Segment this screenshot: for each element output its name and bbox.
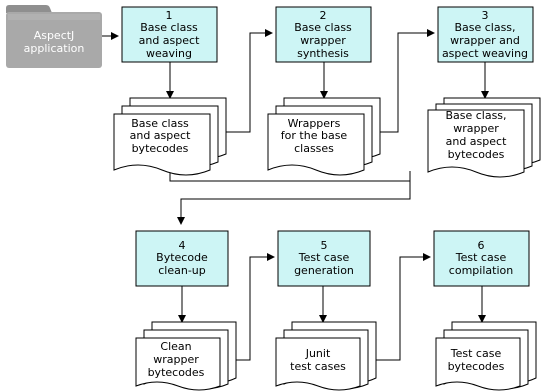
- step-2-box: [276, 7, 371, 62]
- folder-label-line: application: [23, 42, 85, 55]
- artifact-3-label-line: Base class,: [445, 109, 507, 122]
- artifact-1-label-line: Base class: [131, 117, 189, 130]
- arrow-artifact-5-to-step-6: [376, 257, 430, 360]
- artifact-4-doc-stack: [136, 322, 236, 390]
- artifact-2-label-line: Wrappers: [287, 117, 341, 130]
- step-2-label-line: synthesis: [297, 47, 349, 60]
- step-4-box: [136, 231, 228, 286]
- aspectj-application-folder: [6, 5, 102, 68]
- step-1-label-line: Base class: [140, 21, 198, 34]
- arrow-artifact-2-to-step-3: [380, 33, 434, 132]
- step-6-label-line: compilation: [448, 264, 514, 277]
- step-5-box: [278, 231, 370, 286]
- artifact-3-label-line: and aspect: [445, 135, 507, 148]
- step-6-box: [434, 231, 529, 286]
- artifact-4-label-line: Clean: [160, 340, 192, 353]
- artifact-2-doc-stack: [268, 98, 380, 175]
- artifact-6-doc-stack: [436, 322, 536, 390]
- step-3-number: 3: [481, 9, 489, 22]
- step-3-label-line: aspect weaving: [441, 47, 529, 60]
- step-1-number: 1: [165, 9, 173, 22]
- step-1-label-line: and aspect: [138, 34, 200, 47]
- artifact-5-label-line: test cases: [290, 360, 346, 373]
- step-5-number: 5: [320, 239, 328, 252]
- artifact-5-label-line: Junit: [305, 347, 331, 360]
- artifact-1-label-line: and aspect: [129, 129, 191, 142]
- artifact-5-doc-stack: [276, 322, 376, 390]
- arrow-artifact-1-to-step-2: [226, 33, 272, 132]
- artifact-2-label-line: for the base: [280, 129, 348, 142]
- arrow-artifact-4-to-step-5: [236, 257, 274, 360]
- artifact-2-label-line: classes: [294, 142, 334, 155]
- artifact-3-label-line: bytecodes: [447, 148, 505, 161]
- artifact-1-label-line: bytecodes: [131, 142, 189, 155]
- step-3-box: [438, 7, 533, 62]
- arrow-loop-to-step-4: [181, 181, 410, 224]
- step-1-box: [122, 7, 217, 62]
- artifact-4-label-line: wrapper: [153, 353, 199, 366]
- connectors: [102, 33, 485, 360]
- artifact-3-label-line: wrapper: [453, 122, 499, 135]
- step-3-label-line: Base class,: [454, 21, 516, 34]
- step-6-number: 6: [477, 239, 485, 252]
- step-2-number: 2: [319, 9, 327, 22]
- artifact-3-doc-stack: [428, 98, 540, 177]
- step-5-label-line: Test case: [298, 251, 350, 264]
- step-6-label-line: Test case: [455, 251, 507, 264]
- folder-label-line: AspectJ: [33, 29, 75, 42]
- artifact-1-doc-stack: [114, 98, 226, 175]
- artifact-6-label-line: bytecodes: [447, 360, 505, 373]
- step-2-label-line: Base class: [294, 21, 352, 34]
- step-4-label-line: clean-up: [158, 264, 206, 277]
- artifact-6-label-line: Test case: [450, 347, 502, 360]
- step-1-label-line: weaving: [145, 47, 193, 60]
- step-3-label-line: wrapper and: [450, 34, 520, 47]
- step-4-label-line: Bytecode: [156, 251, 208, 264]
- artifact-4-label-line: bytecodes: [147, 366, 205, 379]
- step-5-label-line: generation: [294, 264, 354, 277]
- step-4-number: 4: [178, 239, 186, 252]
- step-2-label-line: wrapper: [300, 34, 346, 47]
